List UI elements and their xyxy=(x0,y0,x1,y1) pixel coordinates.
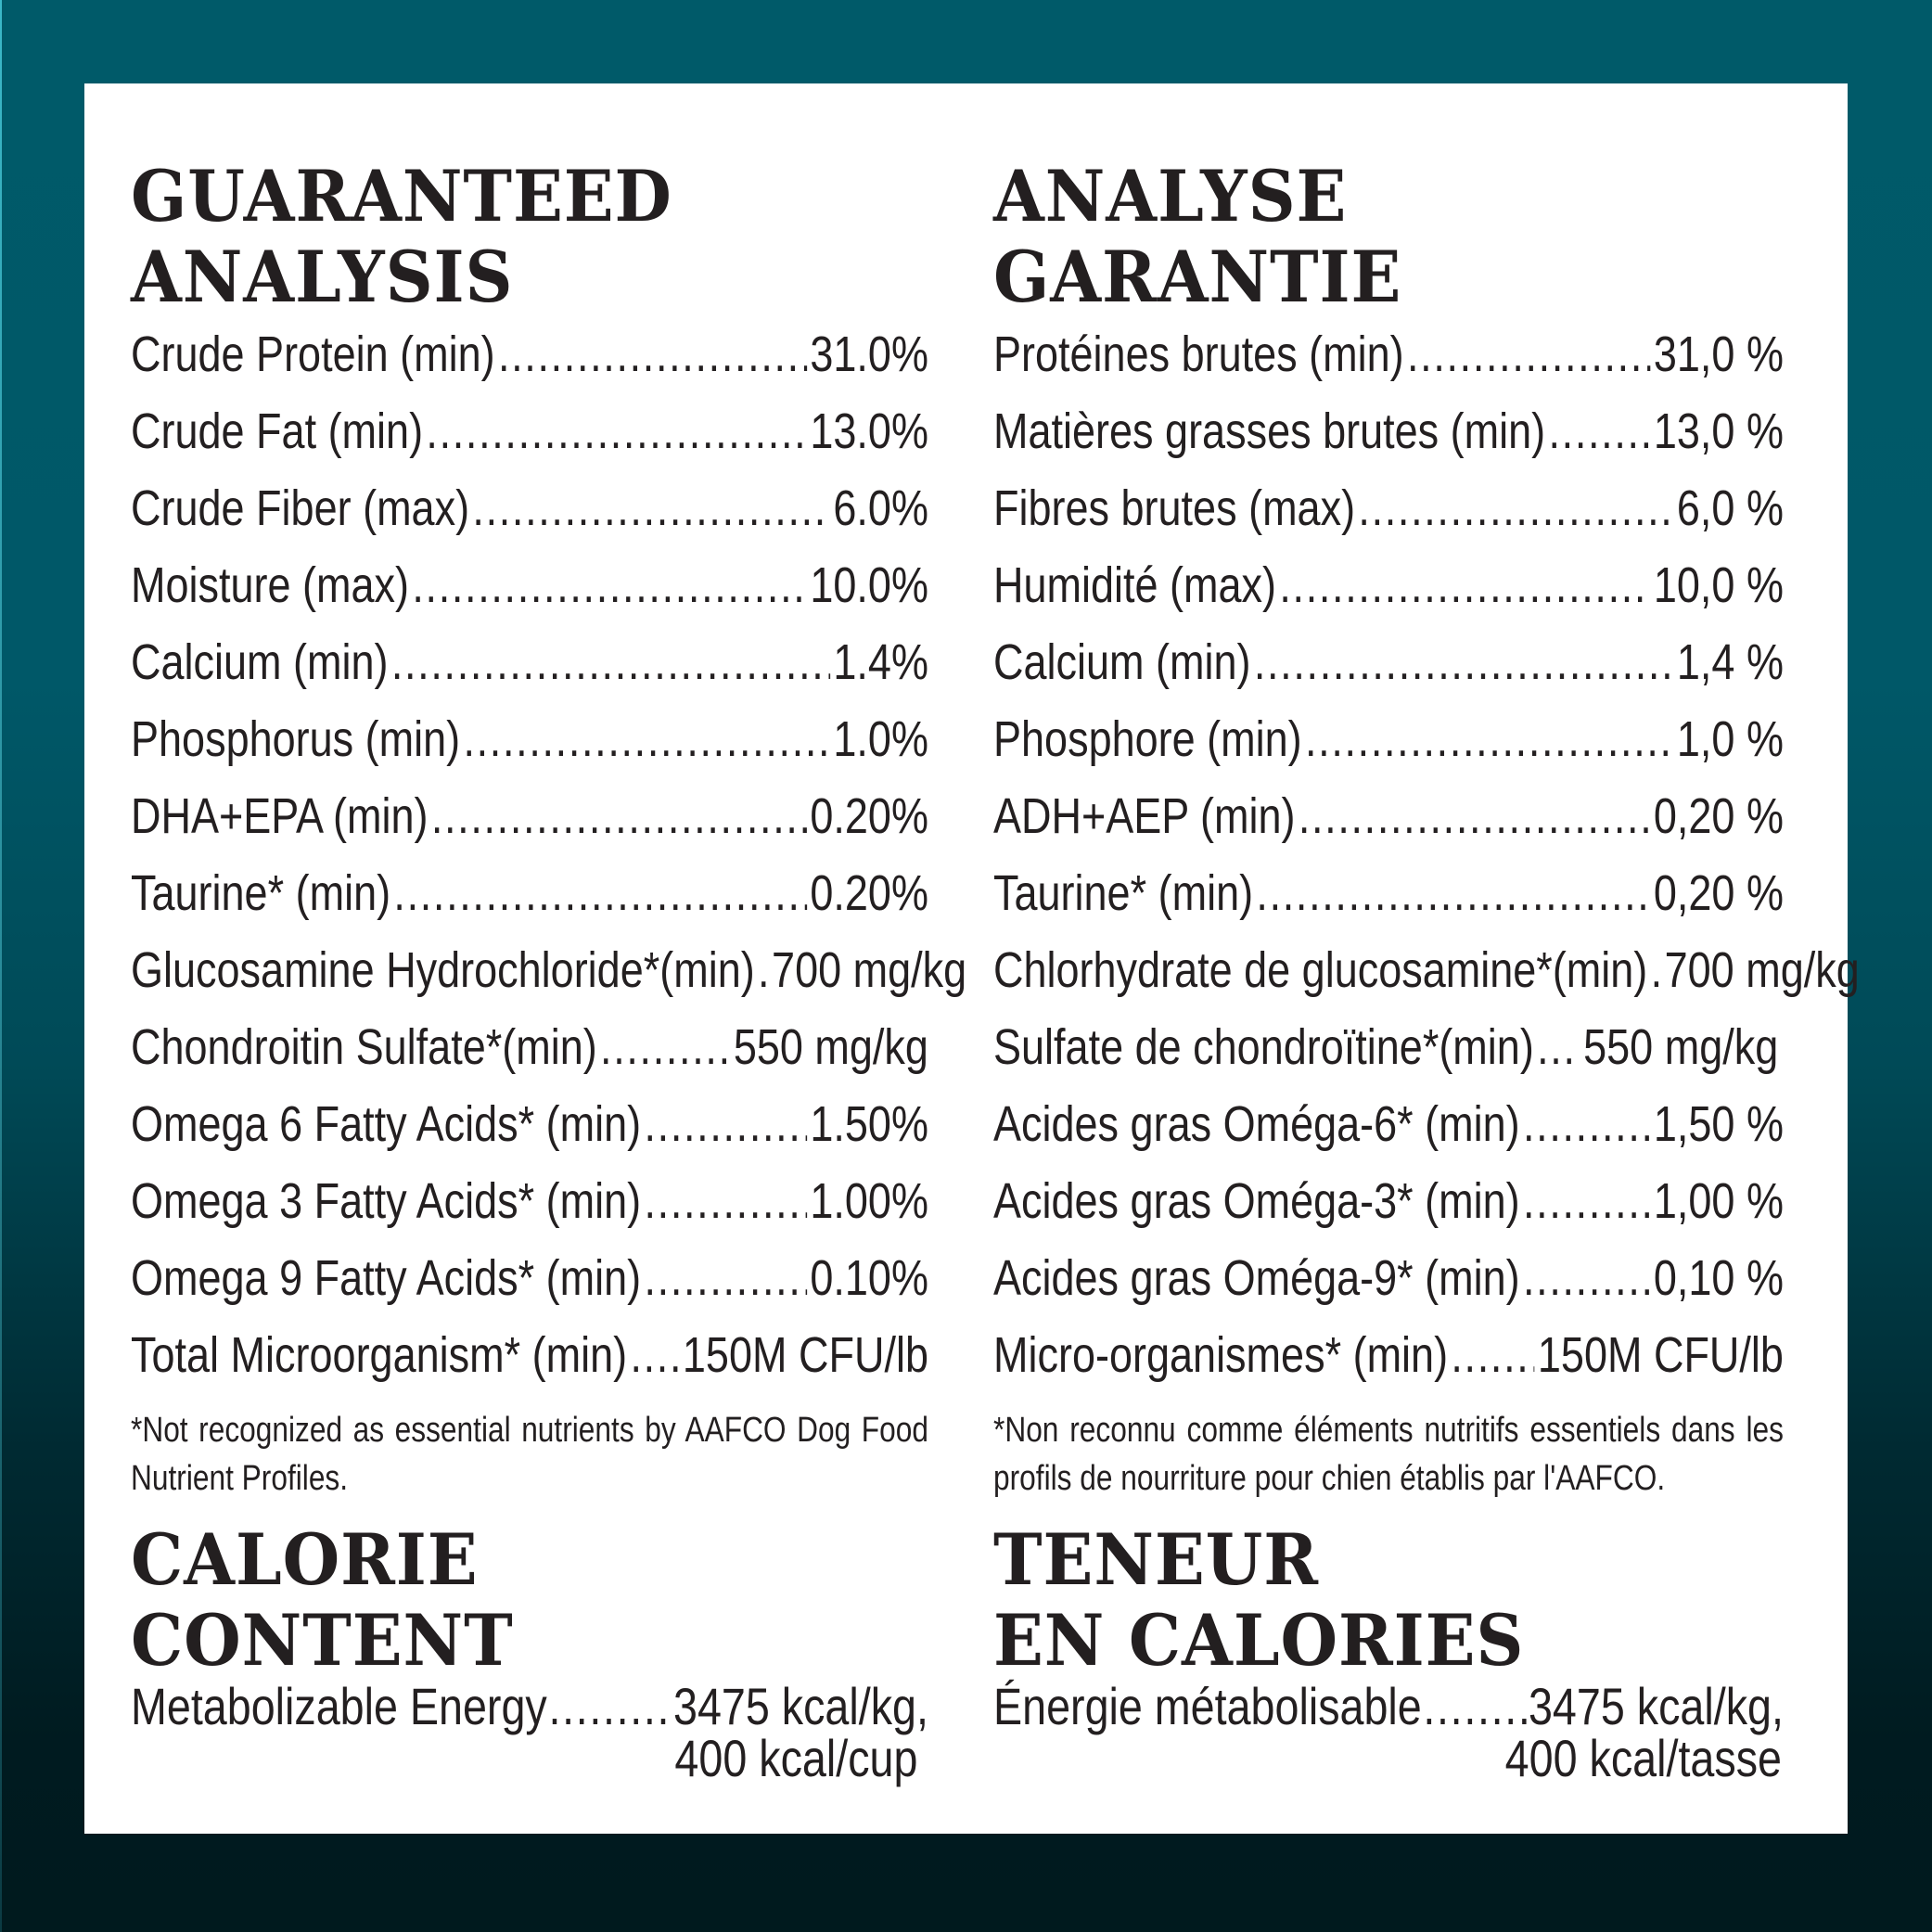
nutrient-row-proteines xyxy=(993,326,1784,382)
nutrient-value: 1.00% xyxy=(810,1173,928,1229)
nutrient-value: 1,4 % xyxy=(1676,634,1784,690)
aafco-footnote-fr xyxy=(993,1406,1784,1503)
nutrient-label: Sulfate de chondroïtine*(min) xyxy=(993,1019,1534,1075)
nutrient-value: 6.0% xyxy=(833,480,928,536)
nutrient-label: Crude Fiber (max) xyxy=(131,480,470,536)
nutrient-value: 0,10 % xyxy=(1653,1250,1784,1306)
nutrient-row-moisture xyxy=(131,557,928,613)
nutrient-value: 150M CFU/lb xyxy=(1537,1327,1784,1383)
nutrient-row-taurine xyxy=(993,865,1784,921)
nutrient-label: Glucosamine Hydrochloride*(min) xyxy=(131,942,755,998)
dot-leader xyxy=(1407,326,1651,382)
energie-metabolisable xyxy=(993,1677,1784,1787)
nutrient-label: Taurine* (min) xyxy=(131,865,391,921)
nutrient-row-calcium xyxy=(993,634,1784,690)
dot-leader xyxy=(1423,1681,1527,1733)
dot-leader xyxy=(644,1250,807,1306)
nutrient-label: Chondroitin Sulfate*(min) xyxy=(131,1019,597,1075)
nutrient-label: Chlorhydrate de glucosamine*(min) xyxy=(993,942,1648,998)
energy-value-cup: 400 kcal/cup xyxy=(673,1729,917,1787)
dot-leader xyxy=(1305,711,1674,767)
nutrient-label: Phosphorus (min) xyxy=(131,711,461,767)
nutrient-label: Crude Fat (min) xyxy=(131,403,424,459)
energy-label: Énergie métabolisable xyxy=(993,1677,1422,1735)
nutrient-value: 550 mg/kg xyxy=(1583,1019,1779,1075)
nutrient-value: 150M CFU/lb xyxy=(682,1327,928,1383)
nutrient-row-crude-fat xyxy=(131,403,928,459)
nutrient-value: 1.50% xyxy=(810,1096,928,1152)
dot-leader xyxy=(498,326,807,382)
nutrient-value: 1,00 % xyxy=(1653,1173,1784,1229)
nutrient-label: Acides gras Oméga-6* (min) xyxy=(993,1096,1520,1152)
nutrient-label: Omega 9 Fatty Acids* (min) xyxy=(131,1250,642,1306)
nutrient-value: 700 mg/kg xyxy=(772,942,967,998)
dot-leader xyxy=(548,1681,672,1733)
nutrient-label: Omega 6 Fatty Acids* (min) xyxy=(131,1096,642,1152)
nutrient-value: 10.0% xyxy=(810,557,928,613)
nutrient-value: 1,0 % xyxy=(1676,711,1784,767)
calorie-content-heading xyxy=(131,1519,514,1681)
nutrient-value: 0.20% xyxy=(810,865,928,921)
nutrient-row-omega-9 xyxy=(131,1250,928,1306)
energy-value-kg: 3475 kcal/kg, xyxy=(672,1677,928,1735)
nutrient-row-microorganism xyxy=(131,1327,928,1383)
dot-leader xyxy=(412,557,807,613)
dot-leader xyxy=(1299,788,1651,844)
nutrient-row-taurine xyxy=(131,865,928,921)
heading-line-1: CALORIE xyxy=(131,1518,479,1601)
dot-leader xyxy=(426,403,807,459)
nutrient-row-crude-fiber xyxy=(131,480,928,536)
nutrient-label: Acides gras Oméga-9* (min) xyxy=(993,1250,1520,1306)
nutrient-value: 31.0% xyxy=(810,326,928,382)
nutrient-row-crude-protein xyxy=(131,326,928,382)
dot-leader xyxy=(1256,865,1650,921)
nutrient-row-sulfate-chondroitine xyxy=(993,1019,1784,1075)
nutrient-value: 0,20 % xyxy=(1653,865,1784,921)
nutrient-value: 31,0 % xyxy=(1653,326,1784,382)
nutrient-row-micro-organismes xyxy=(993,1327,1784,1383)
nutrient-row-dha-epa xyxy=(131,788,928,844)
dot-leader xyxy=(1523,1250,1651,1306)
nutrient-value: 0.10% xyxy=(810,1250,928,1306)
left-edge-accent-line xyxy=(0,0,2,1932)
dot-leader xyxy=(463,711,830,767)
nutrient-row-chondroitin xyxy=(131,1019,928,1075)
nutrient-row-omega-9 xyxy=(993,1250,1784,1306)
nutrient-value: 0.20% xyxy=(810,788,928,844)
nutrient-value: 700 mg/kg xyxy=(1664,942,1860,998)
nutrient-label: Acides gras Oméga-3* (min) xyxy=(993,1173,1520,1229)
metabolizable-energy xyxy=(131,1677,928,1787)
heading-line-2: EN CALORIES xyxy=(993,1599,1525,1682)
teneur-en-calories-heading xyxy=(993,1519,1524,1681)
nutrient-label: Fibres brutes (max) xyxy=(993,480,1356,536)
nutrient-label: Moisture (max) xyxy=(131,557,410,613)
footnote-text: *Not recognized as essential nutrients by AAFCO Dog Food Nutrient Profiles. xyxy=(131,1411,928,1498)
guaranteed-analysis-heading xyxy=(131,156,672,317)
dot-leader xyxy=(391,634,830,690)
dot-leader xyxy=(1651,942,1662,998)
nutrient-row-phosphorus xyxy=(131,711,928,767)
nutrient-value: 0,20 % xyxy=(1653,788,1784,844)
dot-leader xyxy=(431,788,807,844)
dot-leader xyxy=(1451,1327,1534,1383)
nutrient-label: DHA+EPA (min) xyxy=(131,788,429,844)
dot-leader xyxy=(1537,1019,1580,1075)
nutrient-label: Protéines brutes (min) xyxy=(993,326,1404,382)
nutrient-row-omega-6 xyxy=(993,1096,1784,1152)
nutrient-row-omega-3 xyxy=(131,1173,928,1229)
dot-leader xyxy=(1523,1173,1651,1229)
nutrient-value: 1.0% xyxy=(833,711,928,767)
dot-leader xyxy=(472,480,830,536)
nutrient-value: 1.4% xyxy=(833,634,928,690)
analyse-garantie-heading xyxy=(993,156,1401,317)
dot-leader xyxy=(1254,634,1674,690)
heading-line-2: CONTENT xyxy=(131,1599,514,1682)
nutrient-row-adh-aep xyxy=(993,788,1784,844)
nutrient-value: 13,0 % xyxy=(1653,403,1784,459)
dot-leader xyxy=(644,1096,807,1152)
nutrient-label: Omega 3 Fatty Acids* (min) xyxy=(131,1173,642,1229)
dot-leader xyxy=(600,1019,730,1075)
dot-leader xyxy=(393,865,807,921)
heading-line-1: GUARANTEED xyxy=(131,155,672,237)
nutrient-label: Humidité (max) xyxy=(993,557,1277,613)
energy-value-kg: 3475 kcal/kg, xyxy=(1528,1677,1784,1735)
nutrient-row-glucosamine xyxy=(131,942,967,998)
nutrient-row-phosphore xyxy=(993,711,1784,767)
nutrient-row-matieres-grasses xyxy=(993,403,1784,459)
nutrient-value: 10,0 % xyxy=(1653,557,1784,613)
nutrient-row-chlorhydrate-glucosamine xyxy=(993,942,1860,998)
nutrient-row-calcium xyxy=(131,634,928,690)
nutrient-label: Calcium (min) xyxy=(131,634,389,690)
footnote-text: *Non reconnu comme éléments nutritifs essentiels dans les profils de nourriture pour chien établis par l'AAFCO. xyxy=(993,1411,1784,1498)
nutrient-label: ADH+AEP (min) xyxy=(993,788,1296,844)
heading-line-2: ANALYSIS xyxy=(131,236,514,318)
nutrient-label: Taurine* (min) xyxy=(993,865,1254,921)
nutrient-label: Crude Protein (min) xyxy=(131,326,495,382)
nutrient-value: 550 mg/kg xyxy=(733,1019,928,1075)
dot-leader xyxy=(630,1327,679,1383)
nutrient-label: Total Microorganism* (min) xyxy=(131,1327,628,1383)
dot-leader xyxy=(1358,480,1673,536)
energy-value-tasse: 400 kcal/tasse xyxy=(1504,1729,1782,1787)
nutrient-row-omega-3 xyxy=(993,1173,1784,1229)
heading-line-1: TENEUR xyxy=(993,1518,1319,1601)
nutrient-row-omega-6 xyxy=(131,1096,928,1152)
nutrient-value: 13.0% xyxy=(810,403,928,459)
nutrient-label: Micro-organismes* (min) xyxy=(993,1327,1449,1383)
guaranteed-analysis-panel xyxy=(84,83,1860,1834)
nutrient-label: Calcium (min) xyxy=(993,634,1251,690)
energy-label: Metabolizable Energy xyxy=(131,1677,547,1735)
dot-leader xyxy=(758,942,769,998)
dot-leader xyxy=(1548,403,1650,459)
dot-leader xyxy=(644,1173,807,1229)
dot-leader xyxy=(1523,1096,1651,1152)
nutrient-row-fibres xyxy=(993,480,1784,536)
dot-leader xyxy=(1279,557,1650,613)
aafco-footnote xyxy=(131,1406,928,1503)
nutrient-value: 6,0 % xyxy=(1676,480,1784,536)
nutrient-value: 1,50 % xyxy=(1653,1096,1784,1152)
heading-line-1: ANALYSE xyxy=(993,155,1348,237)
nutrient-label: Phosphore (min) xyxy=(993,711,1302,767)
nutrient-label: Matières grasses brutes (min) xyxy=(993,403,1546,459)
nutrient-row-humidite xyxy=(993,557,1784,613)
heading-line-2: GARANTIE xyxy=(993,236,1402,318)
